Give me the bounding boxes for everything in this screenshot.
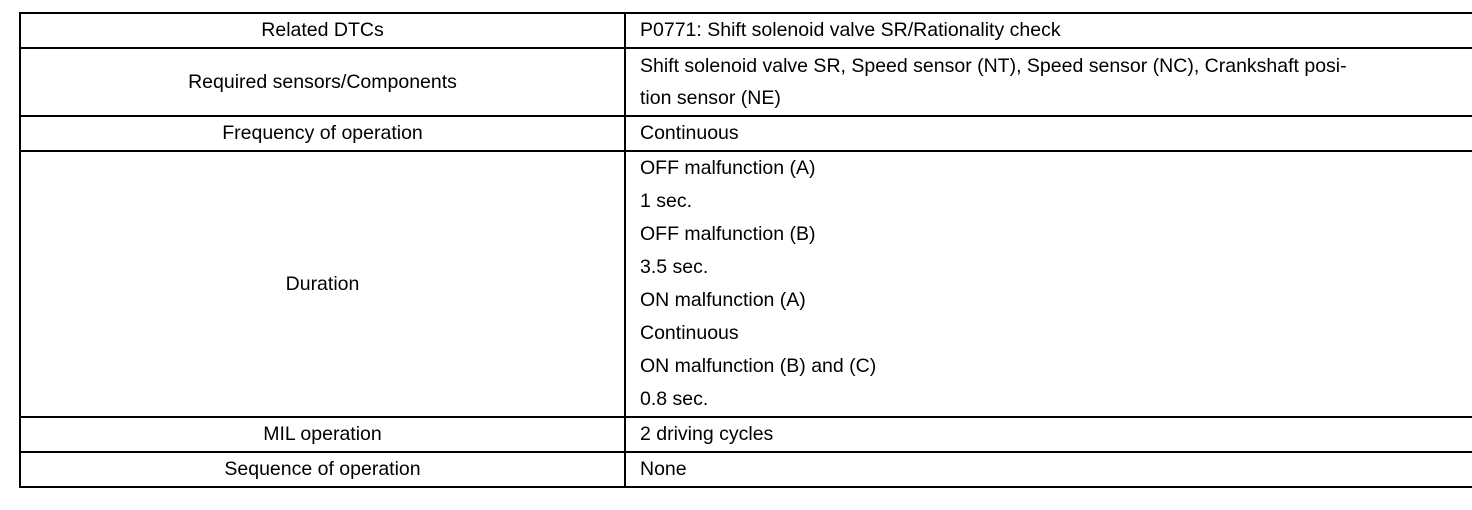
label-duration: Duration bbox=[20, 151, 625, 417]
monitor-spec-table bbox=[19, 12, 1472, 488]
label-related-dtcs: Related DTCs bbox=[20, 13, 625, 48]
value-duration bbox=[625, 151, 1472, 417]
table-row-required-sensors bbox=[20, 48, 1472, 116]
value-line: P0771: Shift solenoid valve SR/Rationality check bbox=[640, 19, 1061, 41]
label-required-sensors: Required sensors/Components bbox=[20, 48, 625, 116]
value-mil-operation bbox=[625, 417, 1472, 452]
value-line: Shift solenoid valve SR, Speed sensor (NT), Speed sensor (NC), Crankshaft posi- bbox=[640, 55, 1347, 77]
label-sequence: Sequence of operation bbox=[20, 452, 625, 487]
value-line: 2 driving cycles bbox=[640, 423, 774, 445]
value-required-sensors bbox=[625, 48, 1472, 116]
value-line: 1 sec. bbox=[640, 190, 693, 212]
value-sequence bbox=[625, 452, 1472, 487]
label-mil-operation: MIL operation bbox=[20, 417, 625, 452]
value-line: None bbox=[640, 458, 687, 480]
value-line: OFF malfunction (B) bbox=[640, 223, 816, 245]
value-frequency bbox=[625, 116, 1472, 151]
table-row-duration bbox=[20, 151, 1472, 417]
table-row-frequency bbox=[20, 116, 1472, 151]
value-line: 0.8 sec. bbox=[640, 388, 709, 410]
value-line: tion sensor (NE) bbox=[640, 87, 781, 109]
label-frequency: Frequency of operation bbox=[20, 116, 625, 151]
table-row-sequence bbox=[20, 452, 1472, 487]
value-line: 3.5 sec. bbox=[640, 256, 709, 278]
value-line: OFF malfunction (A) bbox=[640, 157, 816, 179]
value-line: Continuous bbox=[640, 122, 739, 144]
table-row-mil-operation bbox=[20, 417, 1472, 452]
value-related-dtcs bbox=[625, 13, 1472, 48]
value-line: ON malfunction (A) bbox=[640, 289, 806, 311]
value-line: ON malfunction (B) and (C) bbox=[640, 355, 877, 377]
table-row-related-dtcs bbox=[20, 13, 1472, 48]
value-line: Continuous bbox=[640, 322, 739, 344]
